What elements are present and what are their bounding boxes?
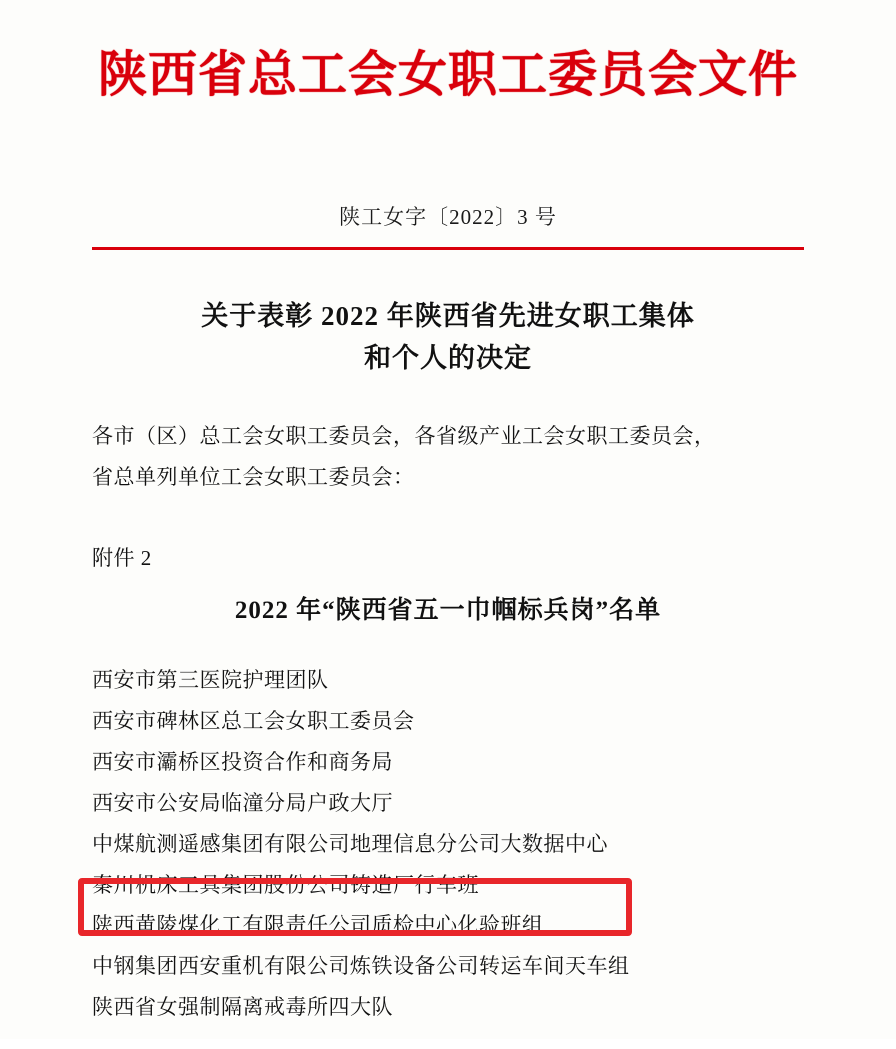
list-item: 西安市灞桥区投资合作和商务局 [92, 749, 393, 774]
list-item: 西安市碑林区总工会女职工委员会 [92, 708, 415, 733]
attachment-title: 2022 年“陕西省五一巾帼标兵岗”名单 [234, 596, 662, 624]
document-header [92, 0, 804, 105]
page-bottom-edge [0, 1039, 896, 1049]
document-header-title: 陕西省总工会女职工委员会文件 [97, 47, 798, 102]
honor-roll-list [92, 660, 804, 1028]
list-item: 西安市第三医院护理团队 [92, 667, 329, 692]
red-divider-rule [92, 247, 804, 250]
salutation-line-2: 省总单列单位工会女职工委员会： [92, 464, 415, 489]
attachment-label: 附件 2 [92, 545, 152, 570]
document-title [92, 296, 804, 380]
list-item-highlighted: 秦川机床工具集团股份公司铸造厂行车班 [92, 872, 479, 897]
list-item: 中钢集团西安重机有限公司炼铁设备公司转运车间天车组 [92, 954, 630, 979]
list-item: 西安市公安局临潼分局户政大厅 [92, 790, 393, 815]
document-title-line-2: 和个人的决定 [364, 343, 532, 374]
list-item: 陕西省女强制隔离戒毒所四大队 [92, 995, 393, 1020]
document-salutation [92, 416, 804, 498]
salutation-line-1: 各市（区）总工会女职工委员会，各省级产业工会女职工委员会， [92, 423, 716, 448]
document-number: 陕工女字〔2022〕3 号 [339, 205, 557, 230]
list-item: 中煤航测遥感集团有限公司地理信息分公司大数据中心 [92, 831, 608, 856]
document-title-line-1: 关于表彰 2022 年陕西省先进女职工集体 [201, 301, 695, 332]
list-item: 陕西黄陵煤化工有限责任公司质检中心化验班组 [92, 913, 544, 938]
